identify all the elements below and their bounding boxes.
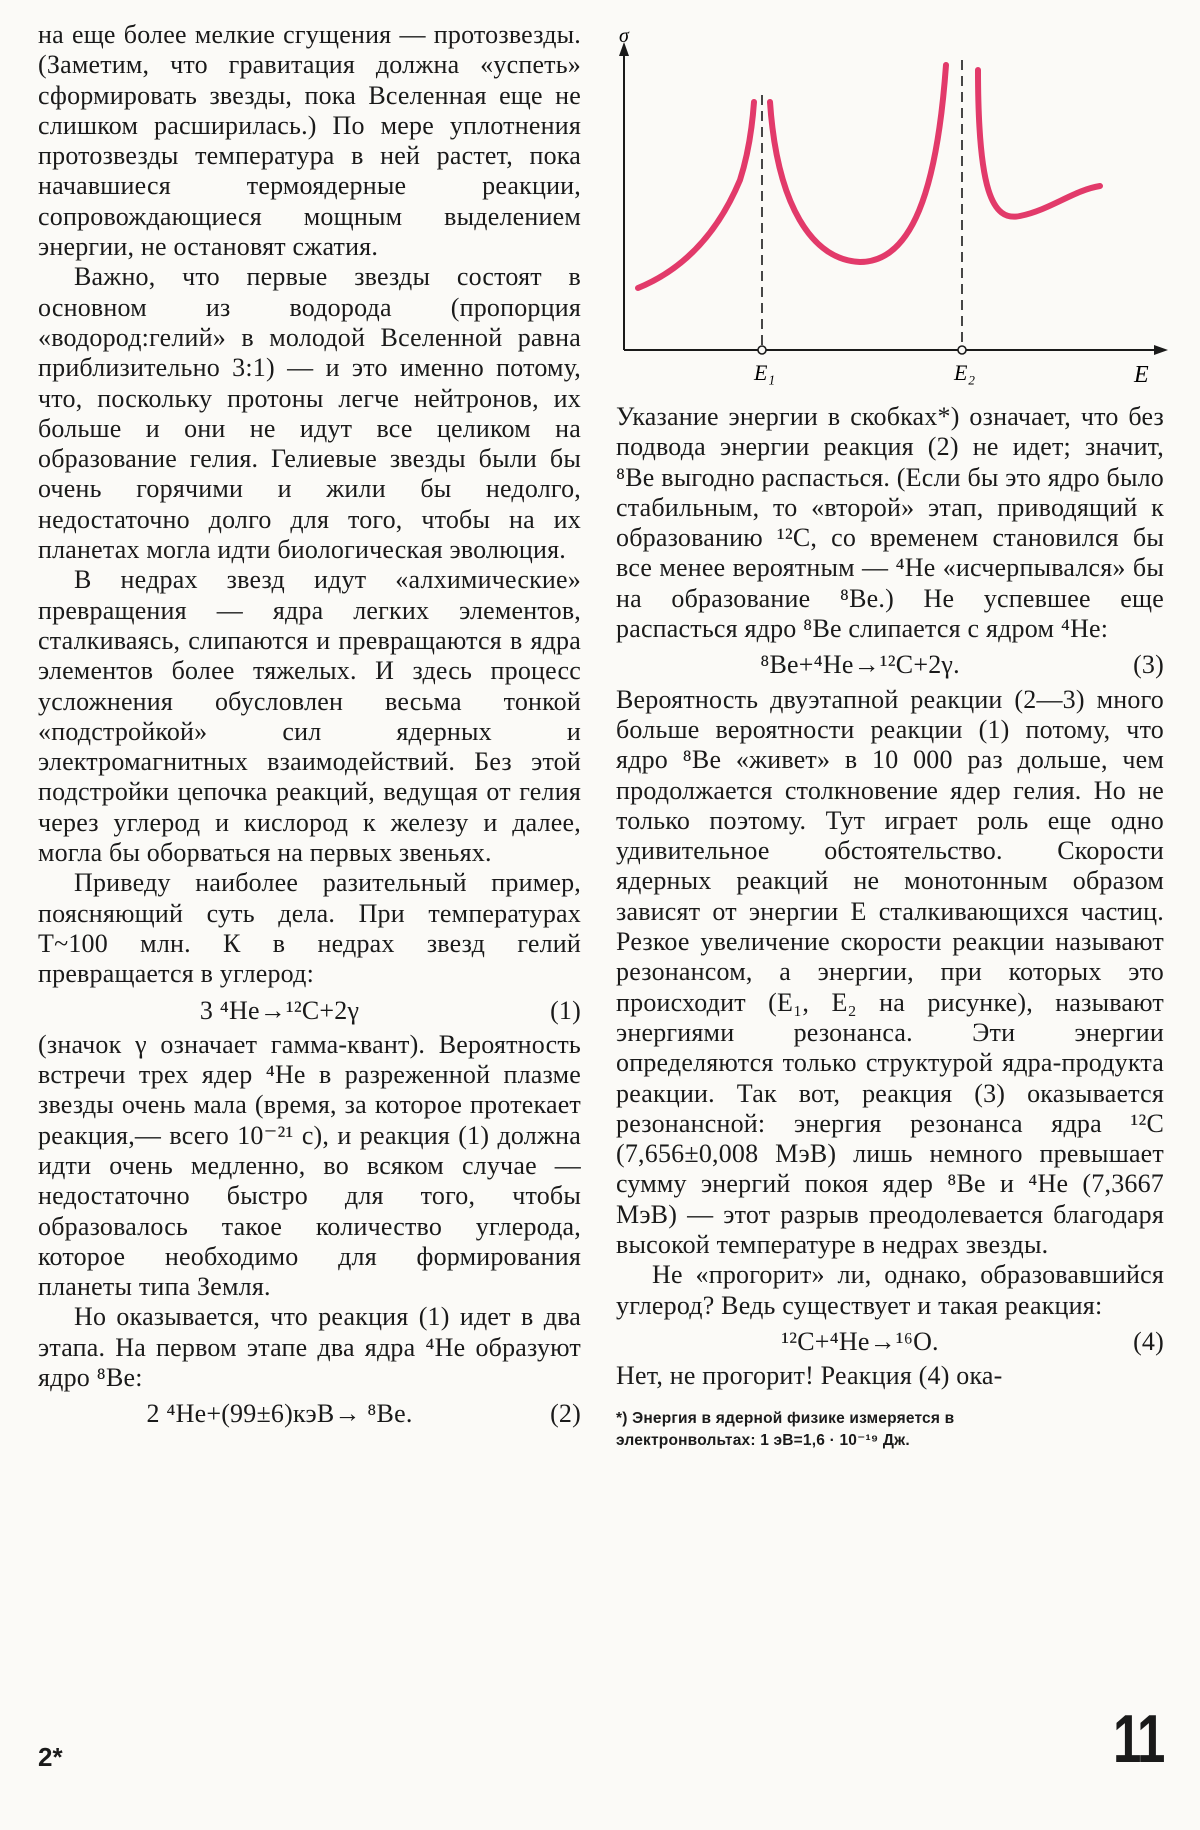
e1-point [758,346,766,354]
resonance-curve-middle [770,65,946,262]
left-column [38,20,581,1434]
equation-formula: 3 ⁴He→¹²C+2γ [199,995,360,1025]
paragraph: Но оказывается, что реакция (1) идет в два этапа. На первом этапе два ядра ⁴He образуют ядро ⁸Be: [38,1302,581,1393]
paragraph: Вероятность двуэтапной реакции (2—3) много больше вероятности реакции (1) потому, что ядро ⁸Be «живет» в 10 000 раз дольше, чем продолжается столкновение ядер гелия. Но не только поэтому. Тут играет роль еще одно удивительное обстоятельство. Скорости ядерных реакций не монотонным образом зависят от энергии E сталкивающихся частиц. Резкое увеличение скорости реакции называют резонансом, а энергии, при которых это происходит (E₁, E₂ на рисунке), называют энергиями резонанса. Эти энергии определяются только структурой ядра-продукта реакции. Так вот, реакция (3) оказывается резонансной: энергия резонанса ядра ¹²C (7,656±0,008 МэВ) лишь немного превышает сумму энергий покоя ядер ⁸Be и ⁴He (7,3667 МэВ) — этот разрыв преодолевается благодаря высокой температуре в недрах звезды. [616,684,1164,1260]
equation-number: (2) [550,1399,581,1429]
signature-marker: 2* [38,1742,63,1772]
paragraph: В недрах звезд идут «алхимические» превращения — ядра легких элементов, сталкиваясь, слипаются и превращаются в ядра элементов более тяжелых. И здесь процесс усложнения обусловлен весьма тонкой «подстройкой» сил ядерных и электромагнитных взаимодействий. Без этой подстройки цепочка реакций, ведущая от гелия через углерод и кислород к железу и далее, могла бы оборваться на первых звеньях. [38,565,581,868]
equation-1 [38,996,581,1026]
footnote-line: электронвольтах: 1 эВ=1,6 · 10⁻¹⁹ Дж. [616,1431,910,1449]
page-number: 11 [1113,1701,1164,1777]
resonance-curve-right [978,70,1100,217]
paragraph: Приведу наиболее разительный пример, поясняющий суть дела. При температурах T~100 млн. К в недрах звезд гелий превращается в углерод: [38,868,581,989]
equation-formula: ¹²C+⁴He→¹⁶O. [781,1326,939,1356]
equation-2 [38,1399,581,1429]
e2-tick-label: E₂ [954,360,976,385]
equation-formula: ⁸Be+⁴He→¹²C+2γ. [760,650,960,680]
equation-4 [616,1327,1164,1357]
e2-point [958,346,966,354]
equation-formula: 2 ⁴He+(99±6)кэВ→ ⁸Be. [146,1399,413,1429]
paragraph: Указание энергии в скобках*) означает, что без подвода энергии реакция (2) не идет; значит, ⁸Be выгодно распасться. (Если бы это ядро было стабильным, то «второй» этап, приводящий к образованию ¹²C, со временем становился бы все менее вероятным — ⁴He «исчерпывался» бы на образование ⁸Be.) Не успевшее еще распасться ядро ⁸Be слипается с ядром ⁴He: [616,402,1164,644]
right-column [616,402,1164,1452]
footnote [616,1402,1164,1452]
e1-tick-label: E₁ [754,360,776,385]
equation-number: (4) [1133,1326,1164,1356]
paragraph: на еще более мелкие сгущения — протозвезды. (Заметим, что гравитация должна «успеть» сформировать звезды, пока Вселенная еще не слишком расширилась.) По мере уплотнения протозвезды температура в ней растет, пока начавшиеся термоядерные реакции, сопровождающиеся мощным выделением энергии, не остановят сжатия. [38,20,581,262]
equation-number: (3) [1133,650,1164,680]
equation-number: (1) [550,995,581,1025]
y-axis-label: σ [619,30,629,47]
footnote-line: *) Энергия в ядерной физике измеряется в [616,1409,955,1427]
x-axis-arrow [1154,345,1168,355]
paragraph: Не «прогорит» ли, однако, образовавшийся углерод? Ведь существует и такая реакция: [616,1260,1164,1320]
paragraph: (значок γ означает гамма-квант). Вероятность встречи трех ядер ⁴He в разреженной плазме звезды очень мала (время, за которое протекает реакция,— всего 10⁻²¹ с), и реакция (1) должна идти очень медленно, во всяком случае — недостаточно быстро для того, чтобы образовалось такое количество углерода, которое необходимо для формирования планеты типа Земля. [38,1029,581,1302]
resonance-figure [612,30,1172,400]
equation-3 [616,650,1164,680]
paragraph: Важно, что первые звезды состоят в основном из водорода (пропорция «водород:гелий» в молодой Вселенной равна приблизительно 3:1) — и это именно потому, что, поскольку протоны легче нейтронов, их больше и они не идут все целиком на образование гелия. Гелиевые звезды были бы очень горячими и жили бы недолго, недостаточно долго для того, чтобы на их планетах могла идти биологическая эволюция. [38,262,581,565]
x-axis-label: E [1134,362,1149,388]
resonance-curve-left [638,102,754,288]
paragraph: Нет, не прогорит! Реакция (4) ока- [616,1361,1003,1391]
